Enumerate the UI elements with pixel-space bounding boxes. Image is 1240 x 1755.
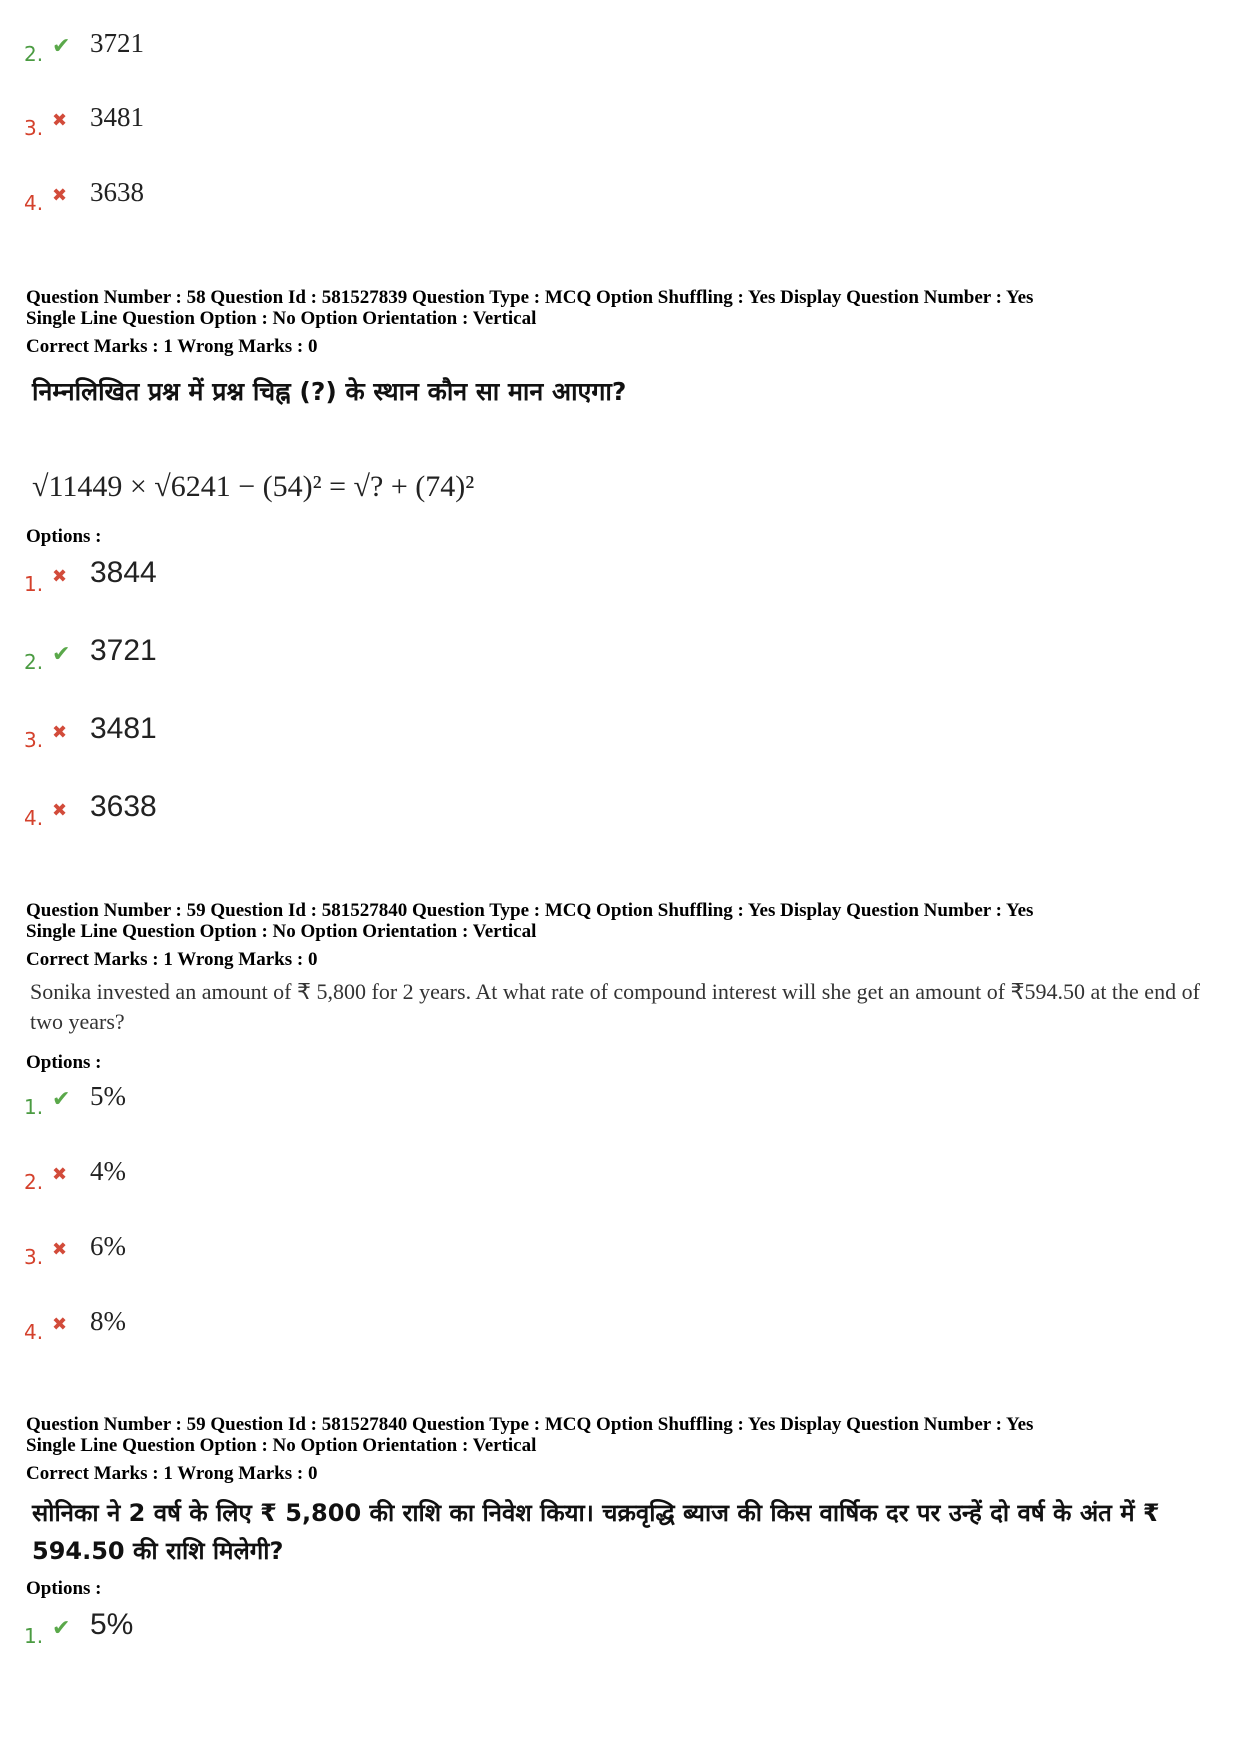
question-marks: Correct Marks : 1 Wrong Marks : 0 bbox=[26, 1463, 318, 1484]
question-text: Sonika invested an amount of ₹ 5,800 for 2 years. At what rate of compound interest will she get an amount of ₹594.50 at the end of two years? bbox=[30, 979, 1200, 1034]
cross-icon: ✖ bbox=[52, 1239, 68, 1260]
option-text: 3721 bbox=[90, 28, 144, 58]
option-text: 6% bbox=[90, 1231, 126, 1261]
option-number: 1. bbox=[24, 1624, 44, 1648]
check-icon: ✔ bbox=[52, 1616, 71, 1641]
question-marks: Correct Marks : 1 Wrong Marks : 0 bbox=[26, 949, 318, 970]
question-text-hindi: निम्नलिखित प्रश्न में प्रश्न चिह्न (?) के स्थान कौन सा मान आएगा? bbox=[32, 377, 627, 406]
question-meta-line1: Question Number : 59 Question Id : 581527840 Question Type : MCQ Option Shuffling : Yes Display Question Number : Yes bbox=[26, 900, 1034, 921]
option-text: 3844 bbox=[90, 556, 157, 589]
option-text: 3481 bbox=[90, 102, 144, 132]
option-text: 4% bbox=[90, 1156, 126, 1186]
cross-icon: ✖ bbox=[52, 1164, 68, 1185]
check-icon: ✔ bbox=[52, 1087, 71, 1112]
options-label: Options : bbox=[26, 1578, 102, 1599]
cross-icon: ✖ bbox=[52, 800, 68, 821]
cross-icon: ✖ bbox=[52, 1314, 68, 1335]
option-number: 3. bbox=[24, 728, 44, 752]
question-meta-line2: Single Line Question Option : No Option Orientation : Vertical bbox=[26, 921, 537, 942]
question-meta-line1: Question Number : 58 Question Id : 581527839 Question Type : MCQ Option Shuffling : Yes Display Question Number : Yes bbox=[26, 287, 1034, 308]
option-text: 3638 bbox=[90, 177, 144, 207]
question-meta-line2: Single Line Question Option : No Option Orientation : Vertical bbox=[26, 1435, 537, 1456]
option-number: 2. bbox=[24, 1170, 44, 1194]
question-marks: Correct Marks : 1 Wrong Marks : 0 bbox=[26, 336, 318, 357]
option-text: 3481 bbox=[90, 712, 157, 745]
options-label: Options : bbox=[26, 526, 102, 547]
option-number: 2. bbox=[24, 42, 44, 66]
cross-icon: ✖ bbox=[52, 110, 68, 131]
option-number: 2. bbox=[24, 650, 44, 674]
option-text: 8% bbox=[90, 1306, 126, 1336]
question-text-hindi: सोनिका ने 2 वर्ष के लिए ₹ 5,800 की राशि का निवेश किया। चक्रवृद्धि ब्याज की किस वार्षिक दर पर उन्हें दो वर्ष के अंत में ₹ 594.50 की राशि मिलेगी? bbox=[32, 1499, 1160, 1565]
question-equation: √11449 × √6241 − (54)² = √? + (74)² bbox=[32, 470, 475, 503]
options-label: Options : bbox=[26, 1052, 102, 1073]
option-number: 4. bbox=[24, 191, 44, 215]
option-number: 1. bbox=[24, 1095, 44, 1119]
option-number: 1. bbox=[24, 572, 44, 596]
option-number: 4. bbox=[24, 806, 44, 830]
question-meta-line1: Question Number : 59 Question Id : 581527840 Question Type : MCQ Option Shuffling : Yes Display Question Number : Yes bbox=[26, 1414, 1034, 1435]
question-meta-line2: Single Line Question Option : No Option Orientation : Vertical bbox=[26, 308, 537, 329]
cross-icon: ✖ bbox=[52, 185, 68, 206]
option-text: 3721 bbox=[90, 634, 157, 667]
cross-icon: ✖ bbox=[52, 566, 68, 587]
cross-icon: ✖ bbox=[52, 722, 68, 743]
option-number: 3. bbox=[24, 1245, 44, 1269]
option-text: 5% bbox=[90, 1081, 126, 1111]
check-icon: ✔ bbox=[52, 642, 71, 667]
option-text: 3638 bbox=[90, 790, 157, 823]
option-text: 5% bbox=[90, 1608, 134, 1641]
check-icon: ✔ bbox=[52, 34, 71, 59]
option-number: 3. bbox=[24, 116, 44, 140]
option-number: 4. bbox=[24, 1320, 44, 1344]
